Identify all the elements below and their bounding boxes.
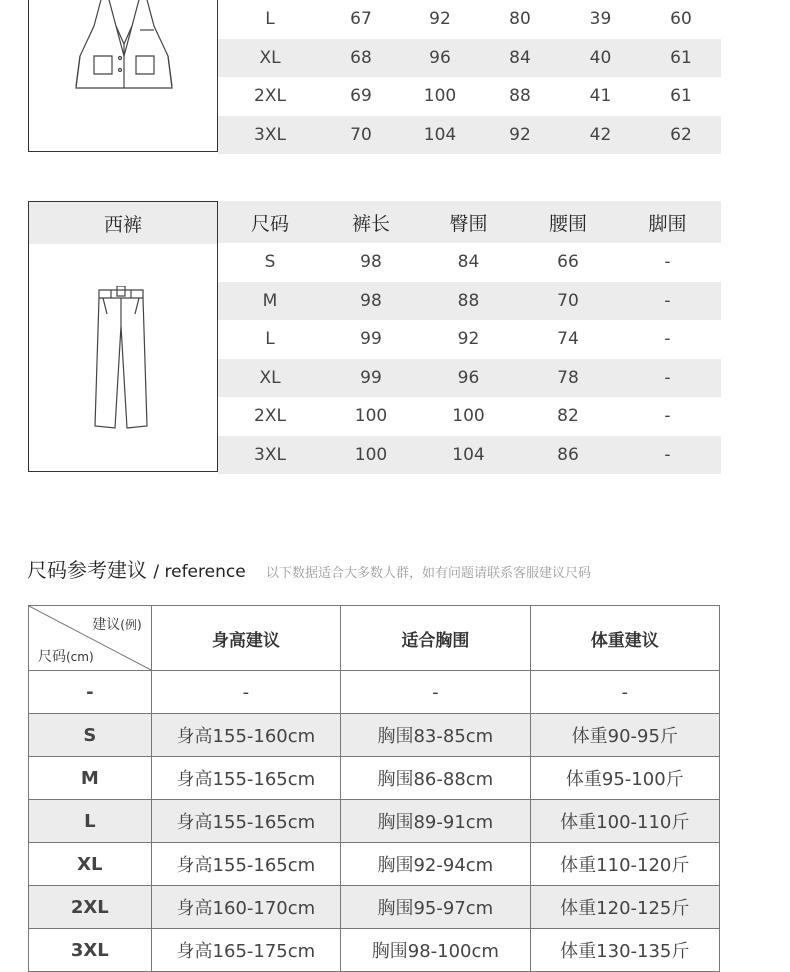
value-cell: 98 bbox=[360, 252, 382, 273]
jacket-size-table bbox=[218, 0, 721, 154]
value-cell: 41 bbox=[589, 86, 612, 107]
reference-title-en: / reference bbox=[153, 562, 246, 582]
value-cell: 88 bbox=[457, 290, 480, 311]
value-cell: 99 bbox=[360, 329, 382, 350]
pants-title: 西裤 bbox=[29, 202, 217, 244]
value-cell: 84 bbox=[509, 47, 531, 68]
table-row bbox=[29, 929, 720, 972]
value-cell: 98 bbox=[360, 290, 382, 311]
size-cell: 3XL bbox=[254, 124, 286, 145]
column-header: 体重建议 bbox=[530, 606, 719, 671]
value-cell: 92 bbox=[429, 9, 451, 30]
table-header-row bbox=[29, 606, 720, 671]
value-cell: - bbox=[151, 671, 340, 714]
value-cell: 39 bbox=[589, 9, 612, 30]
value-cell: - bbox=[530, 671, 719, 714]
size-cell: 3XL bbox=[254, 444, 286, 465]
value-cell: - bbox=[664, 367, 671, 388]
value-cell: 61 bbox=[670, 47, 692, 68]
value-cell: 身高160-170cm bbox=[151, 886, 340, 929]
table-row bbox=[29, 843, 720, 886]
value-cell: 身高155-160cm bbox=[151, 714, 340, 757]
jacket-image-box bbox=[28, 0, 218, 152]
table-row bbox=[218, 77, 721, 116]
corner-bottom-label: 尺码(cm) bbox=[38, 649, 94, 665]
value-cell: 体重90-95斤 bbox=[530, 714, 719, 757]
value-cell: 60 bbox=[670, 9, 692, 30]
value-cell: 体重100-110斤 bbox=[530, 800, 719, 843]
pants-size-table bbox=[218, 201, 721, 474]
value-cell: - bbox=[664, 290, 671, 311]
value-cell: 84 bbox=[457, 252, 480, 273]
table-row bbox=[29, 886, 720, 929]
size-cell: S bbox=[29, 714, 152, 757]
column-header: 尺码 bbox=[250, 212, 289, 235]
value-cell: 体重130-135斤 bbox=[530, 929, 719, 972]
value-cell: 68 bbox=[350, 47, 372, 68]
value-cell: - bbox=[664, 444, 671, 465]
reference-note: 以下数据适合大多数人群，如有问题请联系客服建议尺码 bbox=[266, 566, 592, 581]
table-row bbox=[218, 320, 721, 359]
corner-top-label: 建议(例) bbox=[92, 617, 142, 633]
value-cell: 88 bbox=[509, 86, 531, 107]
value-cell: 胸围95-97cm bbox=[341, 886, 530, 929]
table-row bbox=[29, 714, 720, 757]
value-cell: 胸围86-88cm bbox=[341, 757, 530, 800]
value-cell: 身高155-165cm bbox=[151, 800, 340, 843]
value-cell: 78 bbox=[557, 367, 579, 388]
value-cell: 身高165-175cm bbox=[151, 929, 340, 972]
table-row bbox=[218, 39, 721, 78]
table-row bbox=[29, 671, 720, 714]
value-cell: 身高155-165cm bbox=[151, 843, 340, 886]
size-cell: XL bbox=[29, 843, 152, 886]
value-cell: 104 bbox=[423, 124, 457, 145]
value-cell: 67 bbox=[350, 9, 372, 30]
value-cell: 胸围89-91cm bbox=[341, 800, 530, 843]
value-cell: 100 bbox=[452, 406, 485, 427]
value-cell: 100 bbox=[354, 406, 388, 427]
table-row bbox=[218, 359, 721, 398]
value-cell: 100 bbox=[423, 86, 457, 107]
column-header: 脚围 bbox=[648, 212, 687, 235]
size-cell: - bbox=[29, 671, 152, 714]
table-row bbox=[218, 397, 721, 436]
value-cell: 42 bbox=[589, 124, 612, 145]
column-header: 适合胸围 bbox=[341, 606, 530, 671]
table-row bbox=[218, 436, 721, 475]
pants-illustration bbox=[91, 286, 151, 436]
size-cell: 2XL bbox=[254, 86, 286, 107]
value-cell: 70 bbox=[557, 290, 579, 311]
reference-title bbox=[27, 554, 246, 583]
value-cell: 胸围98-100cm bbox=[341, 929, 530, 972]
size-cell: S bbox=[264, 252, 276, 273]
pants-image-box bbox=[28, 201, 218, 472]
value-cell: 69 bbox=[350, 86, 372, 107]
value-cell: 92 bbox=[509, 124, 531, 145]
size-cell: L bbox=[265, 329, 275, 350]
value-cell: 体重120-125斤 bbox=[530, 886, 719, 929]
reference-title-cn: 尺码参考建议 bbox=[27, 558, 147, 582]
value-cell: 40 bbox=[589, 47, 612, 68]
value-cell: - bbox=[664, 329, 671, 350]
value-cell: 96 bbox=[429, 47, 451, 68]
size-cell: 3XL bbox=[29, 929, 152, 972]
value-cell: 体重95-100斤 bbox=[530, 757, 719, 800]
value-cell: 62 bbox=[670, 124, 692, 145]
size-cell: XL bbox=[259, 367, 281, 388]
value-cell: 86 bbox=[557, 444, 579, 465]
table-header-row bbox=[218, 201, 721, 243]
size-cell: L bbox=[265, 9, 275, 30]
value-cell: 82 bbox=[557, 406, 579, 427]
value-cell: - bbox=[664, 406, 671, 427]
size-cell: 2XL bbox=[254, 406, 286, 427]
value-cell: 胸围92-94cm bbox=[341, 843, 530, 886]
value-cell: 100 bbox=[354, 444, 388, 465]
value-cell: 96 bbox=[457, 367, 480, 388]
value-cell: 61 bbox=[670, 86, 692, 107]
size-cell: L bbox=[29, 800, 152, 843]
table-row bbox=[218, 0, 721, 39]
value-cell: 104 bbox=[452, 444, 485, 465]
table-row bbox=[29, 757, 720, 800]
value-cell: - bbox=[341, 671, 530, 714]
table-row bbox=[218, 243, 721, 282]
column-header: 身高建议 bbox=[151, 606, 340, 671]
column-header: 臀围 bbox=[449, 212, 488, 235]
value-cell: 66 bbox=[557, 252, 579, 273]
table-row bbox=[218, 282, 721, 321]
value-cell: 92 bbox=[457, 329, 480, 350]
corner-header bbox=[29, 606, 152, 671]
value-cell: 胸围83-85cm bbox=[341, 714, 530, 757]
value-cell: 体重110-120斤 bbox=[530, 843, 719, 886]
column-header: 腰围 bbox=[548, 212, 587, 235]
value-cell: 70 bbox=[350, 124, 372, 145]
table-row bbox=[218, 116, 721, 155]
table-row bbox=[29, 800, 720, 843]
jacket-illustration bbox=[72, 0, 176, 96]
value-cell: - bbox=[664, 252, 671, 273]
value-cell: 身高155-165cm bbox=[151, 757, 340, 800]
size-cell: M bbox=[262, 290, 278, 311]
value-cell: 99 bbox=[360, 367, 382, 388]
size-cell: M bbox=[29, 757, 152, 800]
value-cell: 74 bbox=[557, 329, 579, 350]
size-cell: XL bbox=[259, 47, 281, 68]
reference-table bbox=[28, 605, 720, 972]
value-cell: 80 bbox=[509, 9, 531, 30]
column-header: 裤长 bbox=[351, 212, 390, 235]
size-cell: 2XL bbox=[29, 886, 152, 929]
